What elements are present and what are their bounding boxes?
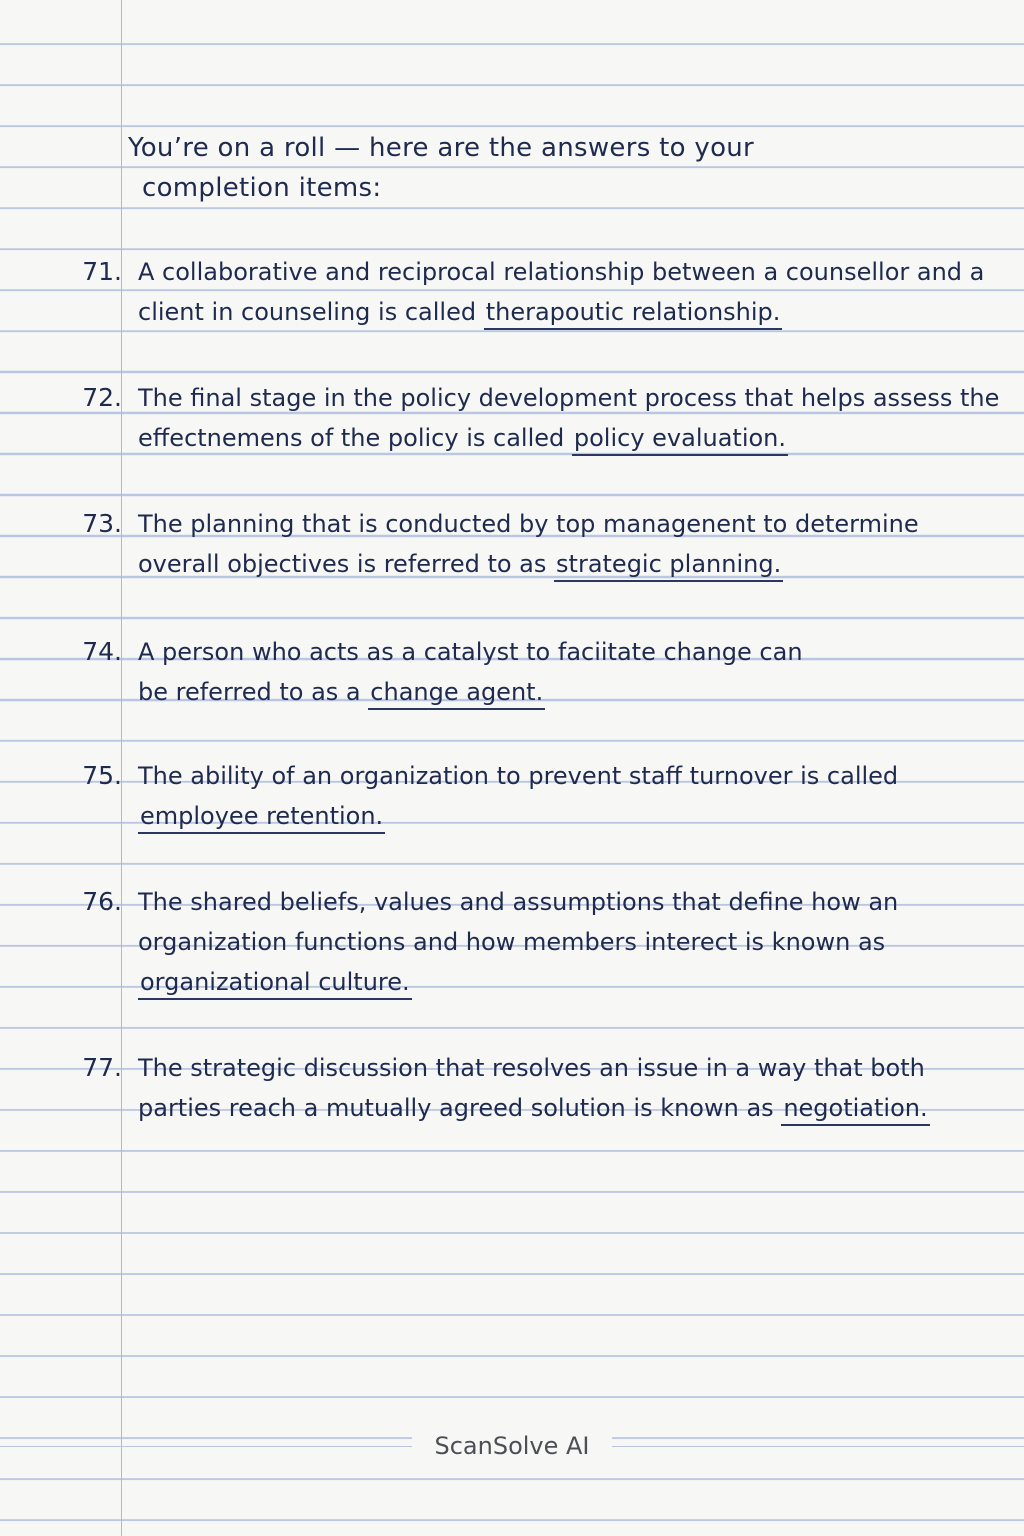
- item-text: [138, 252, 1000, 332]
- question-text: The final stage in the policy development process that helps assess the effectnemens of the policy is called: [138, 384, 1000, 452]
- answer-text: therapoutic relationship.: [484, 296, 783, 330]
- item-number: 71.: [82, 257, 122, 286]
- brand-footer: ScanSolve AI: [412, 1426, 612, 1466]
- item-number: 73.: [82, 509, 122, 538]
- item-text: [138, 756, 1000, 836]
- question-text: The planning that is conducted by top managenent to determine overall objectives is referred to as: [138, 510, 919, 578]
- footer-rule-left: [0, 1446, 412, 1447]
- intro-line-2: completion items:: [142, 173, 382, 203]
- item-number: 76.: [82, 887, 122, 916]
- answer-text: strategic planning.: [554, 548, 783, 582]
- answer-text: policy evaluation.: [572, 422, 788, 456]
- intro-text: [128, 128, 908, 208]
- footer-rule-right: [612, 1446, 1024, 1447]
- question-text: The strategic discussion that resolves an issue in a way that both parties reach a mutually agreed solution is known as: [138, 1054, 925, 1122]
- answer-text: change agent.: [368, 676, 545, 710]
- item-number: 75.: [82, 761, 122, 790]
- answer-text: employee retention.: [138, 800, 385, 834]
- item-text: [138, 504, 1000, 584]
- answer-text: negotiation.: [781, 1092, 929, 1126]
- question-text: A collaborative and reciprocal relationship between a counsellor and a client in counseling is called: [138, 258, 985, 326]
- item-text: [138, 378, 1000, 458]
- intro-line-1: You’re on a roll — here are the answers to your: [128, 133, 755, 163]
- item-number: 74.: [82, 637, 122, 666]
- item-text: [138, 632, 828, 712]
- footer: [0, 1426, 1024, 1466]
- item-text: [138, 882, 1000, 1002]
- question-text: A person who acts as a catalyst to faciitate change can be referred to as a: [138, 638, 803, 706]
- item-number: 77.: [82, 1053, 122, 1082]
- question-text: The ability of an organization to prevent staff turnover is called: [138, 762, 899, 790]
- item-text: [138, 1048, 1000, 1128]
- item-number: 72.: [82, 383, 122, 412]
- answer-text: organizational culture.: [138, 966, 412, 1000]
- question-text: The shared beliefs, values and assumptions that define how an organization functions and how members interect is known as: [138, 888, 899, 956]
